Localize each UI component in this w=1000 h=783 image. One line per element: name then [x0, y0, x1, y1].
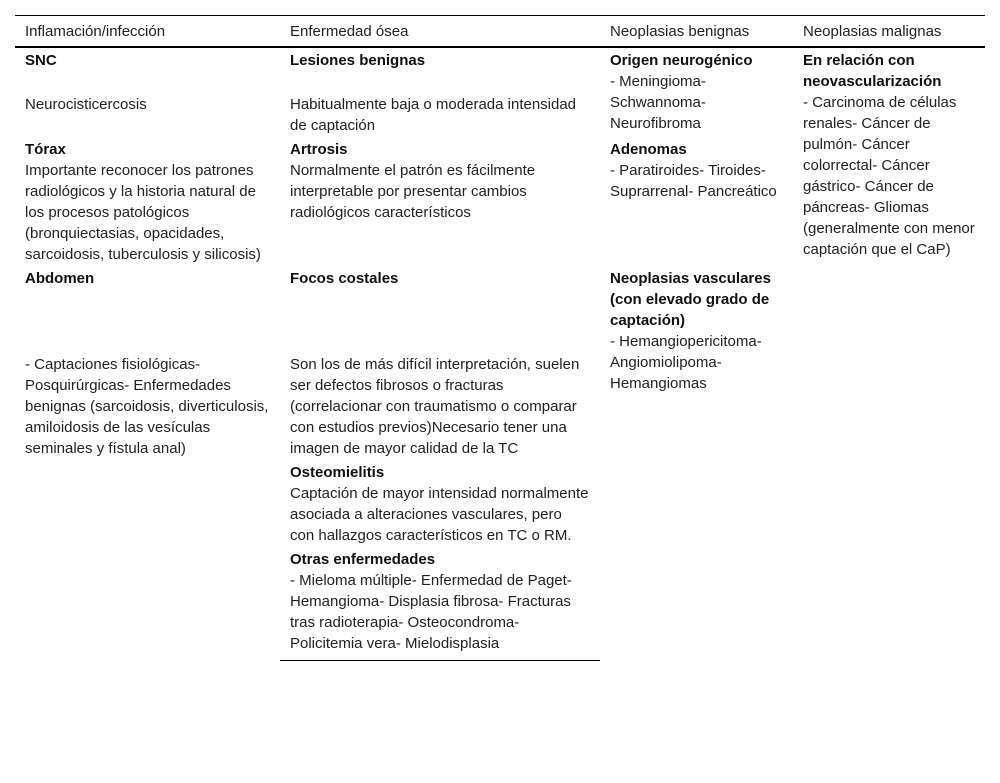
cell-title: Abdomen: [25, 270, 95, 287]
header-enfermedad-osea: Enfermedad ósea: [280, 16, 600, 48]
cell-title: Otras enfermedades: [290, 551, 436, 568]
cell-text: - Hemangiopericitoma- Angiomiolipoma- Hemangiomas: [610, 333, 762, 392]
differential-diagnosis-table: [15, 15, 985, 661]
cell-lesiones-benignas: [280, 47, 600, 137]
cell-torax: [15, 137, 280, 266]
cell-text: Importante reconocer los patrones radiológicos y la historia natural de los procesos patológicos (bronquiectasias, opacidades, sarcoidosis, tuberculosis y silicosis): [25, 162, 261, 263]
cell-title: En relación con neovascularización: [803, 52, 942, 90]
cell-title: Focos costales: [290, 270, 399, 287]
cell-snc: [15, 47, 280, 137]
cell-artrosis: [280, 137, 600, 266]
table-row: [15, 47, 985, 137]
cell-title: Artrosis: [290, 141, 348, 158]
cell-text: Captación de mayor intensidad normalmente asociada a alteraciones vasculares, pero con hallazgos característicos en TC o RM.: [290, 485, 589, 544]
cell-abdomen: [15, 266, 280, 661]
header-neoplasias-malignas: Neoplasias malignas: [793, 16, 985, 48]
cell-text: - Captaciones fisiológicas- Posquirúrgicas- Enfermedades benignas (sarcoidosis, diverticulosis, amiloidosis de las vesículas seminales y fístula anal): [25, 356, 269, 457]
cell-title: Neoplasias vasculares (con elevado grado de captación): [610, 270, 771, 329]
cell-text: Normalmente el patrón es fácilmente interpretable por presentar cambios radiológicos característicos: [290, 162, 536, 221]
cell-title: Osteomielitis: [290, 464, 385, 481]
cell-text: Neurocisticercosis: [25, 96, 147, 113]
cell-title: Tórax: [25, 141, 66, 158]
cell-text: - Meningioma- Schwannoma- Neurofibroma: [610, 73, 706, 132]
cell-text: - Carcinoma de células renales- Cáncer de pulmón- Cáncer colorrectal- Cáncer gástrico- Cáncer de páncreas- Gliomas (generalmente con menor captación que el CaP): [803, 94, 975, 258]
cell-adenomas: [600, 137, 793, 266]
differential-diagnosis-table-container: [15, 15, 985, 661]
cell-osteomielitis: [280, 460, 600, 547]
cell-title: SNC: [25, 52, 57, 69]
cell-text: - Mieloma múltiple- Enfermedad de Paget- Hemangioma- Displasia fibrosa- Fracturas tras radioterapia- Osteocondroma- Policitemia vera- Mielodisplasia: [290, 572, 572, 652]
table-header-row: [15, 16, 985, 48]
cell-text: Son los de más difícil interpretación, suelen ser defectos fibrosos o fracturas (correlacionar con traumatismo o comparar con estudios previos)Necesario tener una imagen de mayor calidad de la TC: [290, 356, 580, 457]
cell-origen-neurogenico: [600, 47, 793, 137]
cell-title: Lesiones benignas: [290, 52, 426, 69]
cell-title: Adenomas: [610, 141, 687, 158]
cell-title: Origen neurogénico: [610, 52, 753, 69]
cell-text: Habitualmente baja o moderada intensidad de captación: [290, 96, 577, 134]
cell-text: - Paratiroides- Tiroides- Suprarrenal- Pancreático: [610, 162, 777, 200]
cell-focos-costales: [280, 266, 600, 460]
cell-neovascularizacion: [793, 47, 985, 661]
header-inflamacion: Inflamación/infección: [15, 16, 280, 48]
cell-neoplasias-vasculares: [600, 266, 793, 661]
header-neoplasias-benignas: Neoplasias benignas: [600, 16, 793, 48]
cell-otras-enfermedades: [280, 547, 600, 661]
